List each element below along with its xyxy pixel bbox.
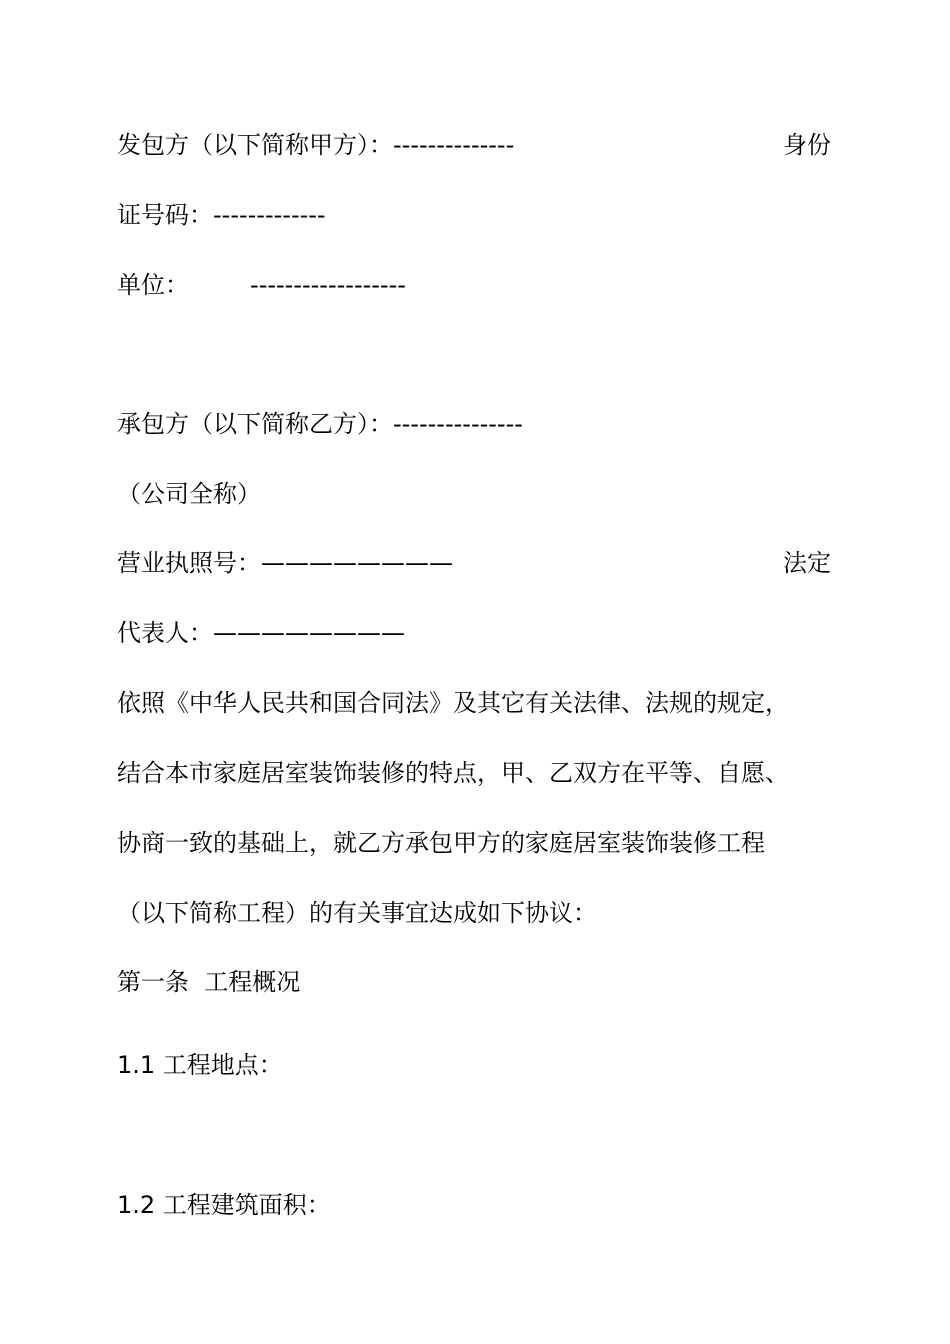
- party-b-representative: 代表人：————————: [117, 619, 405, 647]
- party-a-unit: 单位： ------------------: [117, 271, 406, 299]
- party-b-legal-label-start: 法定: [783, 549, 831, 577]
- party-b-business-license: 营业执照号：————————: [117, 549, 453, 577]
- preamble-line: 协商一致的基础上，就乙方承包甲方的家庭居室装饰装修工程: [117, 829, 765, 857]
- party-a-id-label-start: 身份: [783, 131, 831, 159]
- party-b-company-full-name: （公司全称）: [117, 480, 261, 508]
- preamble-line: 依照《中华人民共和国合同法》及其它有关法律、法规的规定，: [117, 689, 789, 717]
- party-a-line: 发包方（以下简称甲方）：--------------: [117, 131, 515, 159]
- article-1-heading: 第一条 工程概况: [117, 968, 301, 996]
- party-b-line: 承包方（以下简称乙方）：---------------: [117, 410, 523, 438]
- preamble-line: （以下简称工程）的有关事宜达成如下协议：: [117, 899, 597, 927]
- item-1-1-project-location: 1.1 工程地点：: [117, 1051, 283, 1079]
- party-a-id-number: 证号码：-------------: [117, 201, 326, 229]
- preamble-line: 结合本市家庭居室装饰装修的特点，甲、乙双方在平等、自愿、: [117, 759, 789, 787]
- item-1-2-building-area: 1.2 工程建筑面积：: [117, 1191, 331, 1219]
